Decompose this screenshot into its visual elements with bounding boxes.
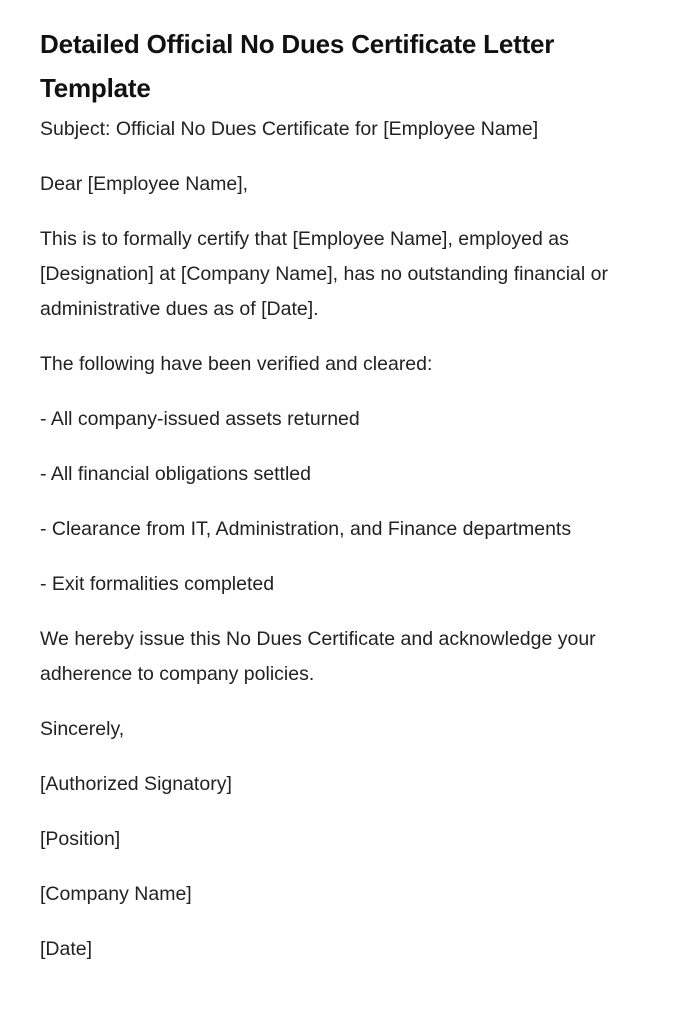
list-item: - All company-issued assets returned bbox=[40, 408, 360, 430]
paragraph-paragraph: The following have been verified and cleared: bbox=[40, 353, 433, 375]
paragraph-signature: [Authorized Signatory] bbox=[40, 773, 232, 795]
paragraph-paragraph: This is to formally certify that [Employee Name], employed as [Designation] at [Company Name], has no outstanding financial or administrative dues as of [Date]. bbox=[40, 228, 608, 320]
paragraph-salutation: Dear [Employee Name], bbox=[40, 173, 249, 195]
paragraph-signature: [Company Name] bbox=[40, 883, 192, 905]
list-item: - Clearance from IT, Administration, and Finance departments bbox=[40, 518, 572, 540]
document-body bbox=[40, 112, 640, 967]
page-title: Detailed Official No Dues Certificate Letter Template bbox=[40, 29, 555, 103]
paragraph-closing: Sincerely, bbox=[40, 718, 125, 740]
paragraph-signature: [Position] bbox=[40, 828, 121, 850]
paragraph-subject: Subject: Official No Dues Certificate for [Employee Name] bbox=[40, 118, 539, 140]
paragraph-paragraph: We hereby issue this No Dues Certificate and acknowledge your adherence to company policies. bbox=[40, 628, 596, 685]
list-item: - All financial obligations settled bbox=[40, 463, 311, 485]
paragraph-signature: [Date] bbox=[40, 938, 93, 960]
list-item: - Exit formalities completed bbox=[40, 573, 275, 595]
